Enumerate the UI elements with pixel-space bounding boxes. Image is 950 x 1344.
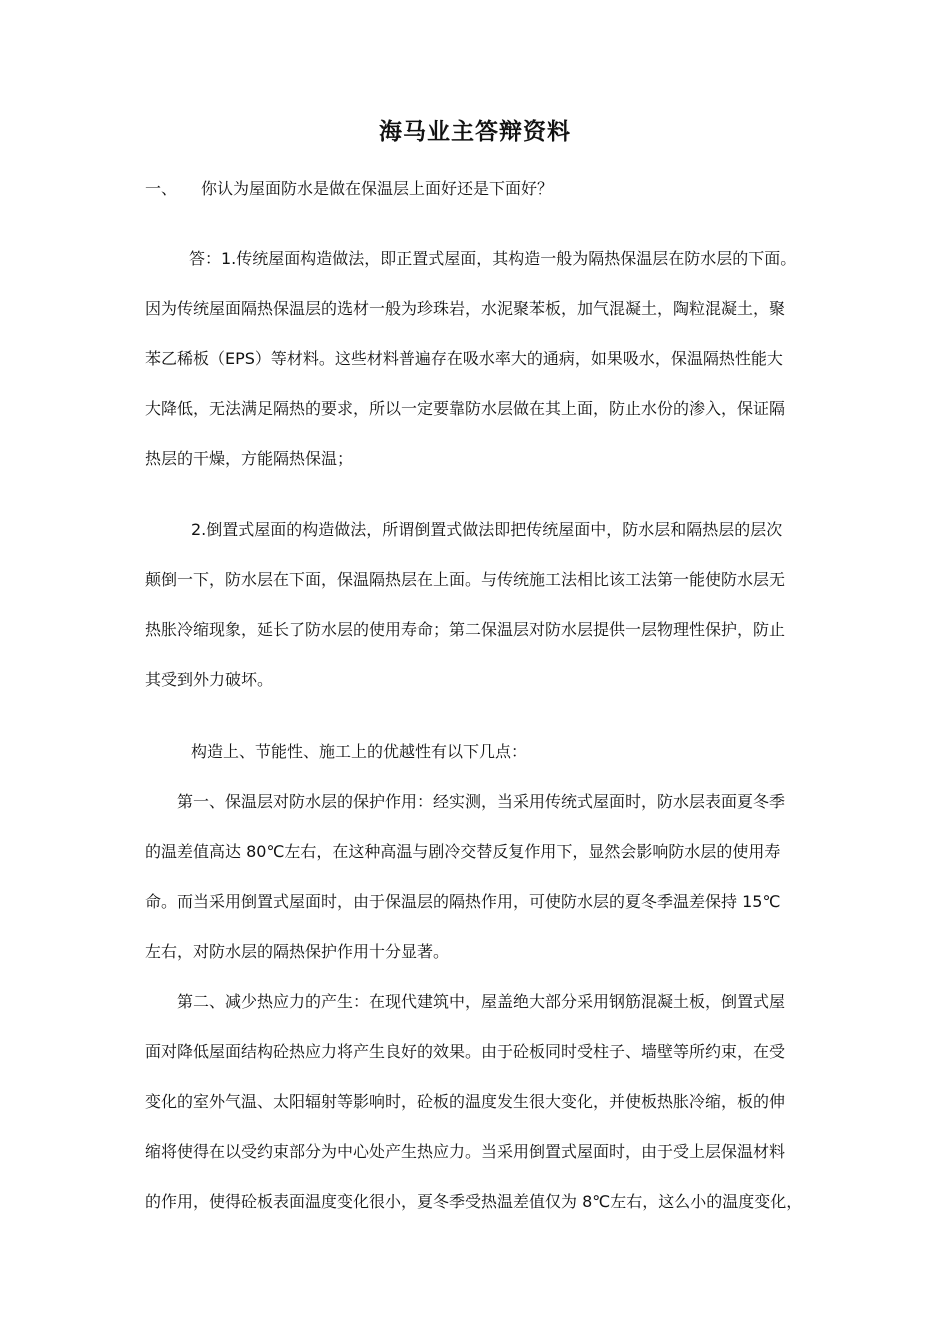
answer-paragraph-1 bbox=[145, 234, 807, 484]
text-line: 变化的室外气温、太阳辐射等影响时，砼板的温度发生很大变化，并使板热胀冷缩，板的伸 bbox=[145, 1092, 786, 1111]
question-number: 一、 bbox=[145, 179, 178, 198]
text-line: 的温差值高达 80℃左右，在这种高温与剧冷交替反复作用下，显然会影响防水层的使用寿 bbox=[145, 842, 781, 861]
text-line: 答：1.传统屋面构造做法，即正置式屋面，其构造一般为隔热保温层在防水层的下面。 bbox=[189, 249, 797, 268]
text-line: 苯乙稀板（EPS）等材料。这些材料普遍存在吸水率大的通病，如果吸水，保温隔热性能大 bbox=[145, 349, 783, 368]
text-line: 第二、减少热应力的产生：在现代建筑中，屋盖绝大部分采用钢筋混凝土板，倒置式屋 bbox=[177, 992, 786, 1011]
answer-paragraph-2 bbox=[145, 505, 807, 705]
text-line: 的作用，使得砼板表面温度变化很小，夏冬季受热温差值仅为 8℃左右，这么小的温度变化， bbox=[145, 1192, 803, 1211]
text-line: 缩将使得在以受约束部分为中心处产生热应力。当采用倒置式屋面时，由于受上层保温材料 bbox=[145, 1142, 786, 1161]
question-1 bbox=[145, 176, 553, 199]
question-text: 你认为屋面防水是做在保温层上面好还是下面好？ bbox=[201, 179, 554, 198]
point-1-paragraph bbox=[145, 777, 807, 977]
text-line: 大降低，无法满足隔热的要求，所以一定要靠防水层做在其上面，防止水份的渗入，保证隔 bbox=[145, 399, 786, 418]
text-line: 其受到外力破坏。 bbox=[145, 670, 274, 689]
text-line: 第一、保温层对防水层的保护作用：经实测，当采用传统式屋面时，防水层表面夏冬季 bbox=[177, 792, 786, 811]
advantages-intro bbox=[145, 727, 807, 777]
text-line: 命。而当采用倒置式屋面时，由于保温层的隔热作用，可使防水层的夏冬季温差保持 15℃ bbox=[145, 892, 781, 911]
text-line: 热胀冷缩现象，延长了防水层的使用寿命；第二保温层对防水层提供一层物理性保护，防止 bbox=[145, 620, 786, 639]
text-line: 左右，对防水层的隔热保护作用十分显著。 bbox=[145, 942, 450, 961]
text-line: 因为传统屋面隔热保温层的选材一般为珍珠岩，水泥聚苯板，加气混凝土，陶粒混凝土，聚 bbox=[145, 299, 786, 318]
text-line: 面对降低屋面结构砼热应力将产生良好的效果。由于砼板同时受柱子、墙壁等所约束，在受 bbox=[145, 1042, 786, 1061]
text-line: 颠倒一下，防水层在下面，保温隔热层在上面。与传统施工法相比该工法第一能使防水层无 bbox=[145, 570, 786, 589]
text-line: 热层的干燥，方能隔热保温； bbox=[145, 449, 354, 468]
document-title: 海马业主答辩资料 bbox=[379, 119, 571, 145]
point-2-paragraph bbox=[145, 977, 807, 1227]
text-line: 2.倒置式屋面的构造做法，所谓倒置式做法即把传统屋面中，防水层和隔热层的层次 bbox=[191, 520, 783, 539]
text-line: 构造上、节能性、施工上的优越性有以下几点： bbox=[191, 742, 528, 761]
